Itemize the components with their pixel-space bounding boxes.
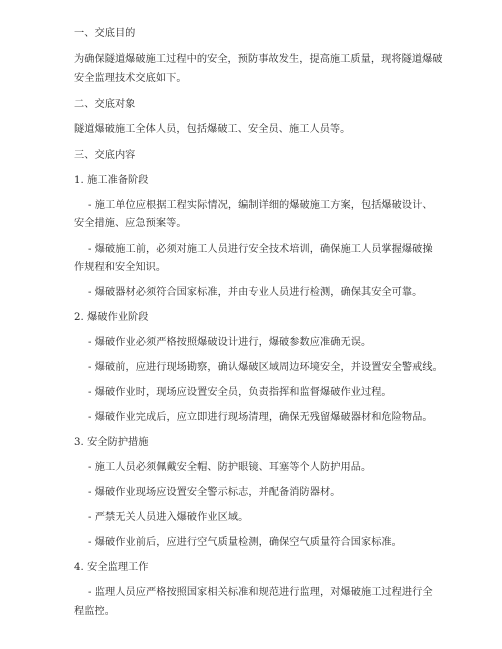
bullet-item: - 爆破作业必须严格按照爆破设计进行，爆破参数应准确无误。 (88, 337, 372, 348)
subsection-heading-preparation: 1. 施工准备阶段 (74, 175, 149, 186)
subsection-heading-blasting: 2. 爆破作业阶段 (74, 312, 149, 323)
section-heading-content: 三、交底内容 (74, 150, 136, 161)
paragraph-line: 隧道爆破施工全体人员，包括爆破工、安全员、施工人员等。 (74, 124, 351, 135)
bullet-item: - 爆破作业完成后，应立即进行现场清理，确保无残留爆破器材和危险物品。 (88, 412, 433, 423)
bullet-item: - 施工单位应根据工程实际情况，编制详细的爆破施工方案，包括爆破设计、 (88, 200, 433, 211)
paragraph-line: 安全监理技术交底如下。 (74, 73, 187, 84)
section-heading-purpose: 一、交底目的 (74, 28, 136, 39)
bullet-item: - 爆破作业现场应设置安全警示标志，并配备消防器材。 (88, 487, 341, 498)
bullet-item: - 施工人员必须佩戴安全帽、防护眼镜、耳塞等个人防护用品。 (88, 462, 372, 473)
bullet-item: - 爆破施工前，必须对施工人员进行安全技术培训，确保施工人员掌握爆破操 (88, 244, 433, 255)
section-heading-audience: 二、交底对象 (74, 99, 136, 110)
bullet-item: - 爆破作业前后，应进行空气质量检测，确保空气质量符合国家标准。 (88, 537, 402, 548)
bullet-item: - 爆破前，应进行现场勘察，确认爆破区域周边环境安全，并设置安全警戒线。 (88, 362, 443, 373)
bullet-item: - 爆破器材必须符合国家标准，并由专业人员进行检测，确保其安全可靠。 (88, 287, 423, 298)
bullet-item: - 严禁无关人员进入爆破作业区域。 (88, 512, 249, 523)
bullet-item-continuation: 作规程和安全知识。 (74, 262, 167, 273)
bullet-item: - 爆破作业时，现场应设置安全员，负责指挥和监督爆破作业过程。 (88, 387, 392, 398)
bullet-item-continuation: 安全措施、应急预案等。 (74, 218, 187, 229)
bullet-item-continuation: 程监控。 (74, 606, 115, 617)
bullet-item: - 监理人员应严格按照国家相关标准和规范进行监理，对爆破施工过程进行全 (88, 587, 433, 598)
paragraph-line: 为确保隧道爆破施工过程中的安全，预防事故发生，提高施工质量，现将隧道爆破 (74, 54, 443, 65)
subsection-heading-protection: 3. 安全防护措施 (74, 437, 149, 448)
subsection-heading-supervision: 4. 安全监理工作 (74, 562, 149, 573)
